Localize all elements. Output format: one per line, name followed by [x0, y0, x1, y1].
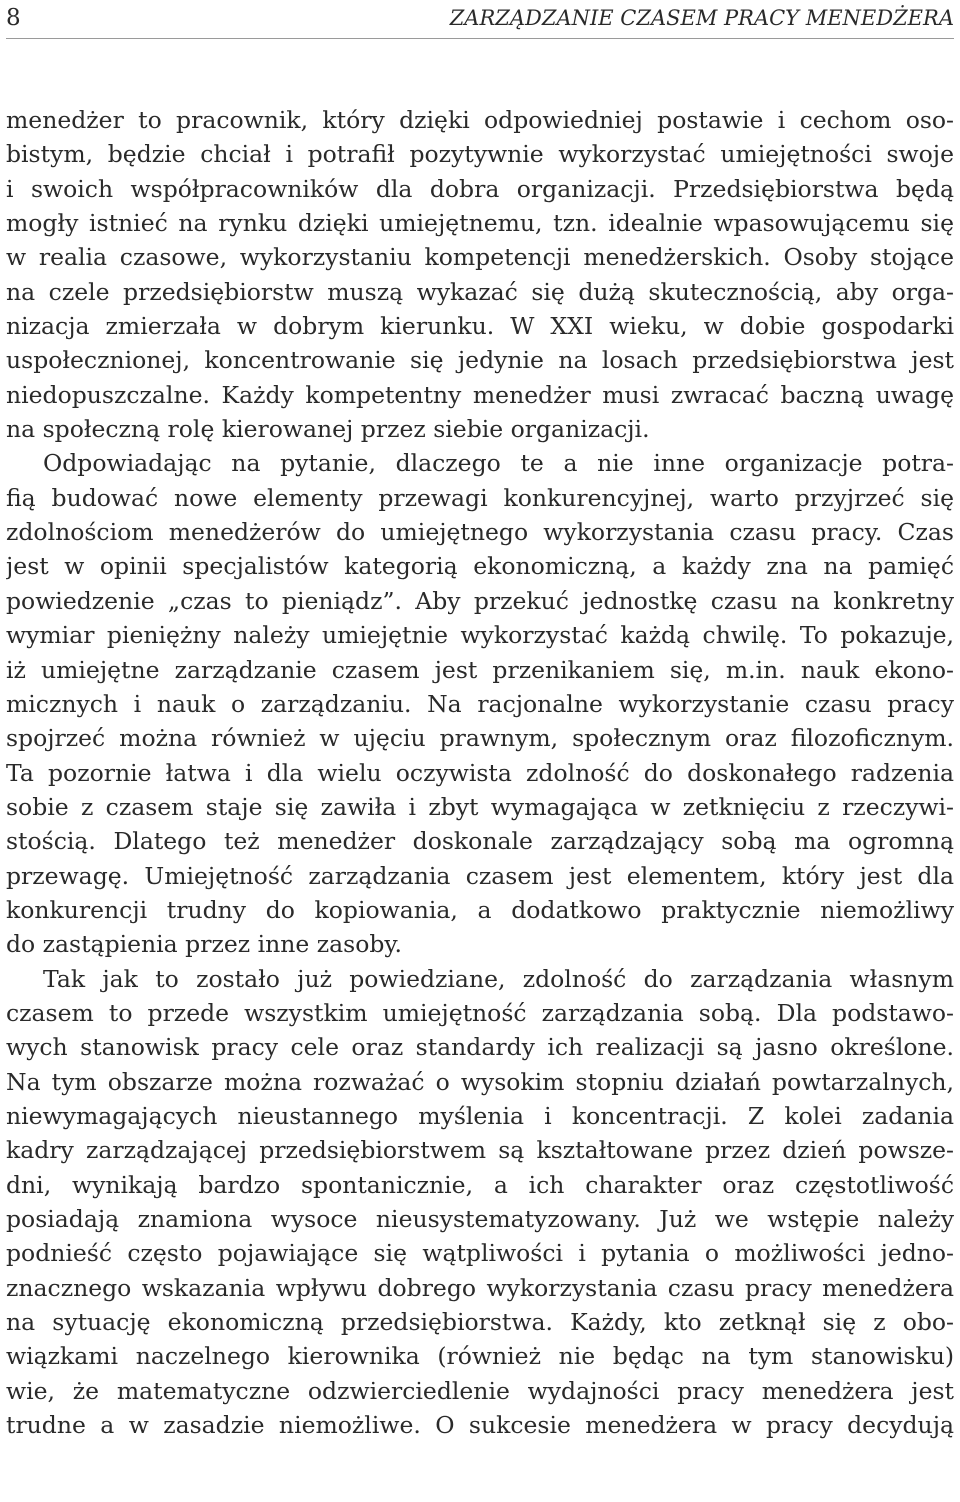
text-line: zdolnościom menedżerów do umiejętnego wykorzystania czasu pracy. Czas [6, 518, 954, 547]
text-line: fią budować nowe elementy przewagi konkurencyjnej, warto przyjrzeć się [6, 483, 954, 512]
body-text [6, 103, 954, 1442]
header-divider [6, 38, 954, 39]
text-line: podnieść często pojawiające się wątpliwości i pytania o możliwości jedno- [6, 1239, 954, 1268]
text-line: sobie z czasem staje się zawiła i zbyt wymagająca w zetknięciu z rzeczywi- [6, 792, 954, 821]
text-line: kadry zarządzającej przedsiębiorstwem są kształtowane przez dzień powsze- [6, 1136, 954, 1165]
text-line: iż umiejętne zarządzanie czasem jest przenikaniem się, m.in. nauk ekono- [6, 655, 954, 684]
text-line: czasem to przede wszystkim umiejętność zarządzania sobą. Dla podstawo- [6, 998, 954, 1027]
text-line: i swoich współpracowników dla dobra organizacji. Przedsiębiorstwa będą [6, 174, 954, 203]
text-line: dni, wynikają bardzo spontanicznie, a ich charakter oraz częstotliwość [6, 1170, 954, 1199]
text-line: micznych i nauk o zarządzaniu. Na racjonalne wykorzystanie czasu pracy [6, 689, 954, 718]
text-line: niewymagających nieustannego myślenia i koncentracji. Z kolei zadania [6, 1101, 954, 1130]
text-line: spojrzeć można również w ujęciu prawnym, społecznym oraz filozoficznym. [6, 724, 954, 753]
text-line: niedopuszczalne. Każdy kompetentny menedżer musi zwracać baczną uwagę [6, 380, 954, 409]
text-line: w realia czasowe, wykorzystaniu kompetencji menedżerskich. Osoby stojące [6, 243, 954, 272]
text-line: uspołecznionej, koncentrowanie się jedynie na losach przedsiębiorstwa jest [6, 346, 954, 375]
text-line: bistym, będzie chciał i potrafił pozytywnie wykorzystać umiejętności swoje [6, 140, 954, 169]
text-line: nizacja zmierzała w dobrym kierunku. W XXI wieku, w dobie gospodarki [6, 312, 954, 341]
text-line: trudne a w zasadzie niemożliwe. O sukcesie menedżera w pracy decydują [6, 1411, 954, 1440]
text-line: do zastąpienia przez inne zasoby. [6, 930, 403, 959]
text-line: na czele przedsiębiorstw muszą wykazać się dużą skutecznością, aby orga- [6, 277, 954, 306]
text-line: wie, że matematyczne odzwierciedlenie wydajności pracy menedżera jest [6, 1376, 954, 1405]
page-header [6, 0, 954, 40]
text-line: na sytuację ekonomiczną przedsiębiorstwa. Każdy, kto zetknął się z obo- [6, 1308, 954, 1337]
text-line: Ta pozornie łatwa i dla wielu oczywista zdolność do doskonałego radzenia [6, 758, 954, 787]
text-line: Tak jak to zostało już powiedziane, zdolność do zarządzania własnym [43, 964, 954, 993]
text-line: Na tym obszarze można rozważać o wysokim stopniu działań powtarzalnych, [6, 1067, 954, 1096]
text-line: jest w opinii specjalistów kategorią ekonomiczną, a każdy zna na pamięć [6, 552, 954, 581]
text-line: posiadają znamiona wysoce nieusystematyzowany. Już we wstępie należy [6, 1205, 954, 1233]
text-line: wymiar pieniężny należy umiejętnie wykorzystać każdą chwilę. To pokazuje, [6, 621, 954, 650]
text-line: wiązkami naczelnego kierownika (również nie będąc na tym stanowisku) [6, 1342, 954, 1371]
text-line: na społeczną rolę kierowanej przez siebie organizacji. [6, 415, 650, 444]
text-line: Odpowiadając na pytanie, dlaczego te a nie inne organizacje potra- [43, 449, 954, 478]
running-title: ZARZĄDZANIE CZASEM PRACY MENEDŻERA [449, 6, 954, 30]
text-line: znacznego wskazania wpływu dobrego wykorzystania czasu pracy menedżera [6, 1273, 954, 1302]
page-number: 8 [6, 5, 21, 31]
text-line: wych stanowisk pracy cele oraz standardy ich realizacji są jasno określone. [6, 1033, 954, 1062]
text-line: stością. Dlatego też menedżer doskonale zarządzający sobą ma ogromną [6, 827, 954, 856]
text-line: menedżer to pracownik, który dzięki odpowiedniej postawie i cechom oso- [6, 106, 954, 134]
text-line: konkurencji trudny do kopiowania, a dodatkowo praktycznie niemożliwy [6, 895, 954, 924]
text-line: powiedzenie „czas to pieniądz”. Aby przekuć jednostkę czasu na konkretny [6, 586, 954, 615]
text-line: przewagę. Umiejętność zarządzania czasem jest elementem, który jest dla [6, 861, 954, 890]
text-line: mogły istnieć na rynku dzięki umiejętnemu, tzn. idealnie wpasowującemu się [6, 209, 954, 238]
